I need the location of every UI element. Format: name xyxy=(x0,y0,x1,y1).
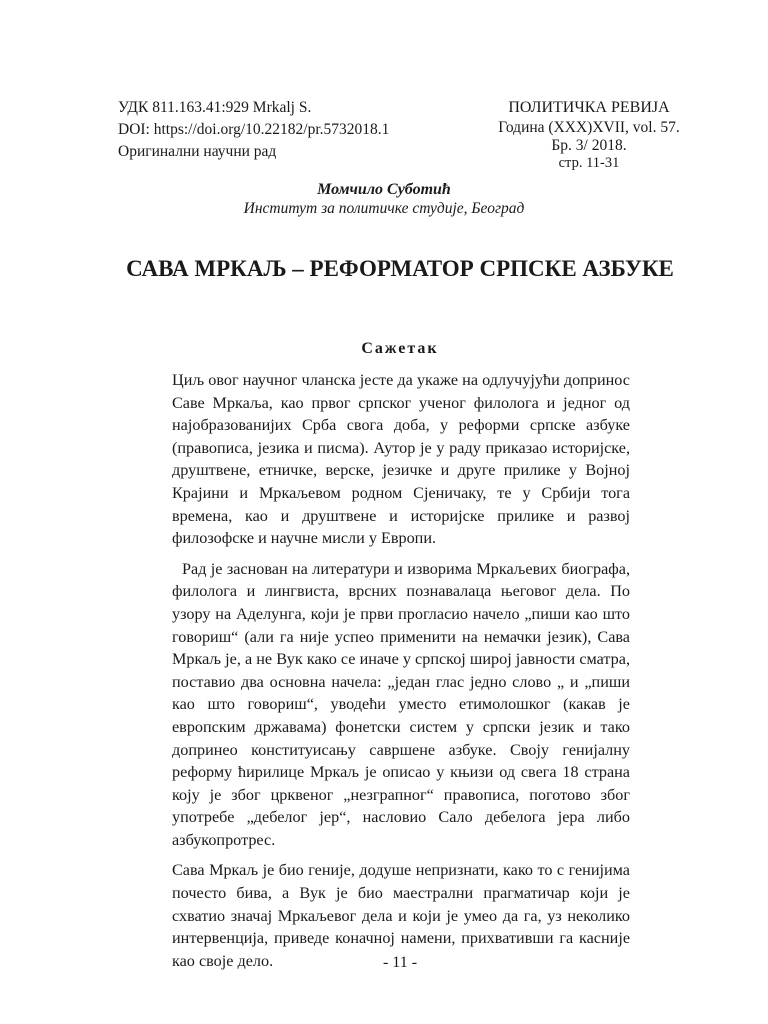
journal-issue: Бр. 3/ 2018. xyxy=(551,137,627,154)
abstract-body xyxy=(172,369,630,980)
journal-info xyxy=(484,97,694,172)
abstract-paragraph: Циљ овог научног чланска јесте да укаже на одлучујући допринос Саве Мркаља, као првог српског ученог филолога и једног од најобразованијих Срба свога доба, у реформи српске азбуке (правописа, језика и писма). Аутор је у раду приказао историјске, друштвене, етничке, верске, језичке и друге прилике у Војној Крајини и Мркаљевом родном Сјеничаку, те у Србији тога времена, као и друштвене и историјске прилике и развој филозофске и научне мисли у Европи. xyxy=(172,371,630,548)
author-affiliation: Институт за политичке студије, Београд xyxy=(243,200,525,217)
page-number: - 11 - xyxy=(382,954,418,971)
journal-year-volume: Година (XXX)XVII, vol. 57. xyxy=(498,119,680,136)
journal-pages: стр. 11-31 xyxy=(558,155,620,171)
journal-name: ПОЛИТИЧКА РЕВИЈА xyxy=(508,99,670,116)
abstract-heading: Сажетак xyxy=(361,340,439,357)
article-metadata xyxy=(118,97,389,163)
article-type: Оригинални научни рад xyxy=(118,143,277,160)
article-title: САВА МРКАЉ – РЕФОРМАТОР СРПСКЕ АЗБУКЕ xyxy=(126,256,674,281)
udc-code: УДК 811.163.41:929 Mrkalj S. xyxy=(118,99,312,116)
doi-line: DOI: https://doi.org/10.22182/pr.5732018.1 xyxy=(118,121,390,138)
abstract-paragraph: Сава Мркаљ је био геније, додуше непризнати, како то с генијима почесто бива, а Вук је био маестрални прагматичар који је схватио значај Мркаљевог дела и који је умео да га, уз неколико интервенција, приведе коначној намени, прихвативши га касније као своје дело. xyxy=(172,861,630,970)
author-name: Момчило Суботић xyxy=(317,181,451,198)
abstract-paragraph: Рад је заснован на литератури и изворима Мркаљевих биографа, филолога и лингвиста, врсних познавалаца његовог дела. По узору на Аделунга, који је први прогласио начело „пиши као што говориш“ (али га није успео применити на немачки језик), Сава Мркаљ је, а не Вук како се иначе у српској широј јавности сматра, поставио два основна начела: „један глас једно слово „ и „пиши као што говориш“, уводећи уместо етимолошког (какав је европским државама) фонетски систем у српски језик и тако допринео конституисању савршене азбуке. Своју генијалну реформу ћирилице Мркаљ је описао у књизи од свега 18 страна коју је због црквеног „незграпног“ правописа, поготово због употребе „дебелог јер“, насловио Сало дебелога јера либо азбукопротрес. xyxy=(172,559,630,849)
